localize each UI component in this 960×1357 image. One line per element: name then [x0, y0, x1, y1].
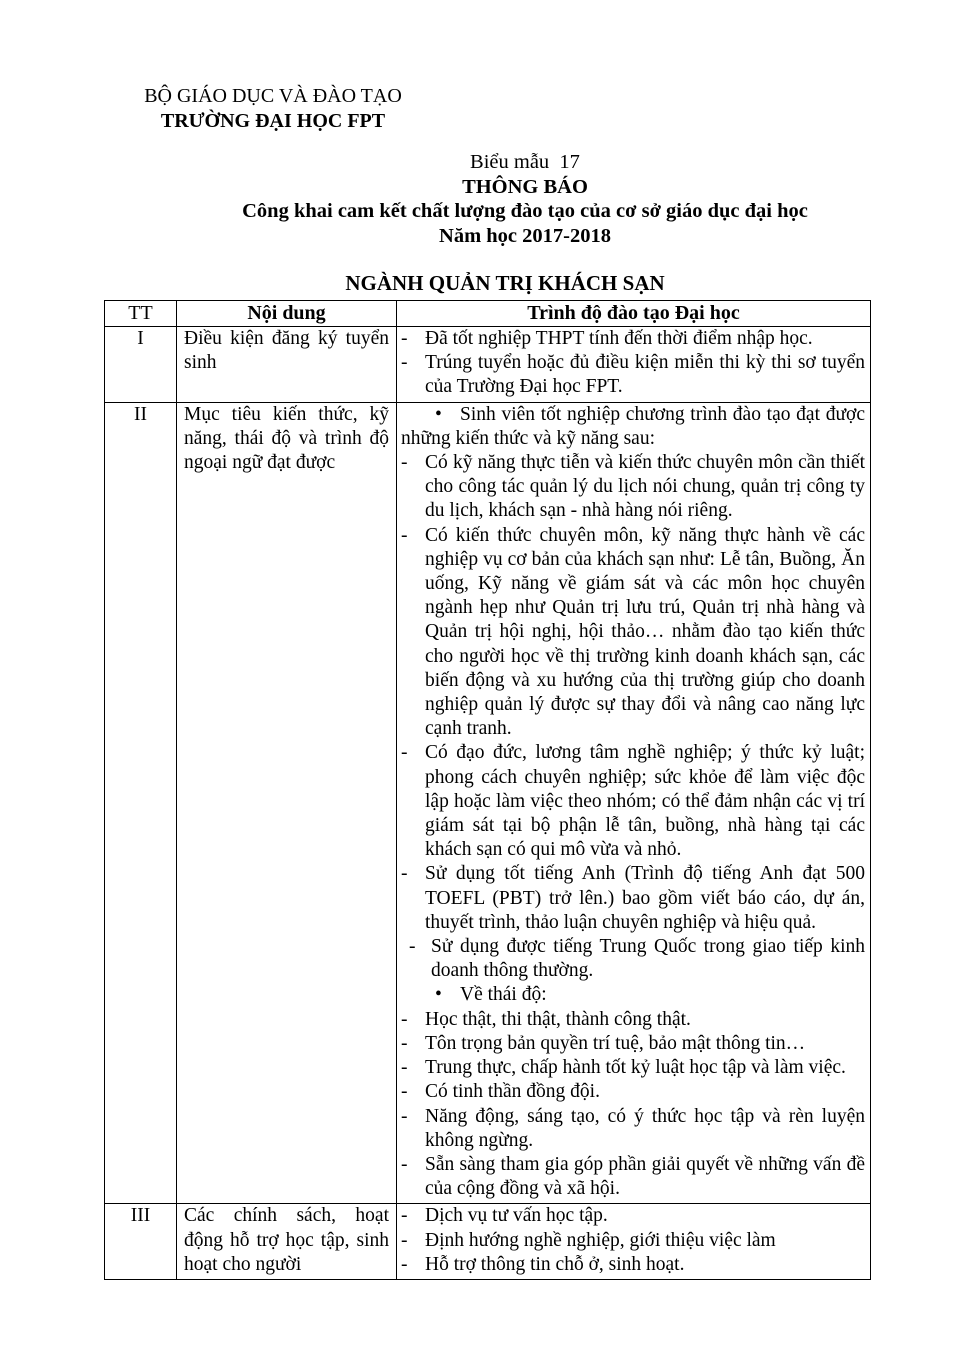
form-number: Biểu mẫu 17 [470, 151, 580, 173]
list-item: - Có kiến thức chuyên môn, kỹ năng thực hành về các nghiệp vụ cơ bản của khách sạn như: Lễ tân, Buồng, Ăn uống, Kỹ năng về giám sát và các môn học chuyên ngành hẹp như Quản trị lưu trú, Quản trị nhà hàng và Quản trị hội nghị, hội thảo… nhằm đào tạo kiến thức cho người học về thị trường kinh doanh khách sạn, các biến động và xu hướng của thị trường giúp cho doanh nghiệp quản lý được sự thay đổi và nâng cao năng lực cạnh tranh. [401, 524, 865, 742]
row-number: III [105, 1204, 177, 1280]
column-header-trinh-do: Trình độ đào tạo Đại học [397, 301, 871, 327]
list-item: - Có tinh thần đồng đội. [401, 1080, 865, 1104]
row-content [397, 402, 871, 1204]
list-item: - Trúng tuyển hoặc đủ điều kiện miễn thi kỳ thi sơ tuyển của Trường Đại học FPT. [401, 351, 865, 399]
list-item: - Có đạo đức, lương tâm nghề nghiệp; ý thức kỷ luật; phong cách chuyên nghiệp; sức khỏe để làm việc độc lập hoặc làm việc theo nhóm; có thể đảm nhận các vị trí giám sát tại bộ phận lễ tân, buồng, nhà hàng tại các khách sạn có qui mô vừa và nhỏ. [401, 741, 865, 862]
row-number: II [105, 402, 177, 1204]
major-title: NGÀNH QUẢN TRỊ KHÁCH SẠN [345, 271, 665, 295]
row-topic: Các chính sách, hoạt động hỗ trợ học tập, sinh hoạt cho người [177, 1204, 397, 1280]
list-item: - Có kỹ năng thực tiễn và kiến thức chuyên môn cần thiết cho công tác quản lý du lịch nói chung, quản trị công ty du lịch, khách sạn - nhà hàng nói riêng. [401, 451, 865, 524]
list-item: - Sử dụng được tiếng Trung Quốc trong giao tiếp kinh doanh thông thường. [401, 935, 865, 983]
table-header-row [105, 301, 871, 327]
commitment-table [104, 300, 871, 1280]
academic-year: Năm học 2017-2018 [439, 224, 611, 247]
row-content [397, 1204, 871, 1280]
table-row-admission-conditions [105, 327, 871, 403]
row-topic: Điều kiện đăng ký tuyển sinh [177, 327, 397, 403]
row-number: I [105, 327, 177, 403]
column-header-noi-dung: Nội dung [177, 301, 397, 327]
list-item: - Sẵn sàng tham gia góp phần giải quyết về những vấn đề của cộng đồng và xã hội. [401, 1153, 865, 1201]
table-row-support-policies [105, 1204, 871, 1280]
university-name: TRƯỜNG ĐẠI HỌC FPT [160, 110, 386, 132]
table-row-learning-objectives [105, 402, 871, 1204]
list-item: • Về thái độ: [401, 983, 865, 1007]
list-item: - Đã tốt nghiệp THPT tính đến thời điểm nhập học. [401, 327, 865, 351]
list-item: - Hỗ trợ thông tin chỗ ở, sinh hoạt. [401, 1253, 865, 1277]
list-item: - Năng động, sáng tạo, có ý thức học tập và rèn luyện không ngừng. [401, 1105, 865, 1153]
list-item: • Sinh viên tốt nghiệp chương trình đào tạo đạt được những kiến thức và kỹ năng sau: [401, 403, 865, 451]
list-item: - Học thật, thi thật, thành công thật. [401, 1008, 865, 1032]
row-topic: Mục tiêu kiến thức, kỹ năng, thái độ và trình độ ngoại ngữ đạt được [177, 402, 397, 1204]
ministry-name: BỘ GIÁO DỤC VÀ ĐÀO TẠO [144, 85, 402, 107]
announcement-subtitle: Công khai cam kết chất lượng đào tạo của cơ sở giáo dục đại học [242, 200, 808, 223]
column-header-tt: TT [105, 301, 177, 327]
letterhead [138, 84, 408, 134]
list-item: - Tôn trọng bản quyền trí tuệ, bảo mật thông tin… [401, 1032, 865, 1056]
list-item: - Trung thực, chấp hành tốt kỷ luật học tập và làm việc. [401, 1056, 865, 1080]
list-item: - Định hướng nghề nghiệp, giới thiệu việc làm [401, 1229, 865, 1253]
title-block [90, 150, 960, 248]
list-item: - Dịch vụ tư vấn học tập. [401, 1204, 865, 1228]
announcement-title: THÔNG BÁO [462, 175, 588, 198]
row-content [397, 327, 871, 403]
list-item: - Sử dụng tốt tiếng Anh (Trình độ tiếng Anh đạt 500 TOEFL (PBT) trở lên.) bao gồm viết báo cáo, dự án, thuyết trình, thảo luận chuyên nghiệp và hiệu quả. [401, 862, 865, 935]
